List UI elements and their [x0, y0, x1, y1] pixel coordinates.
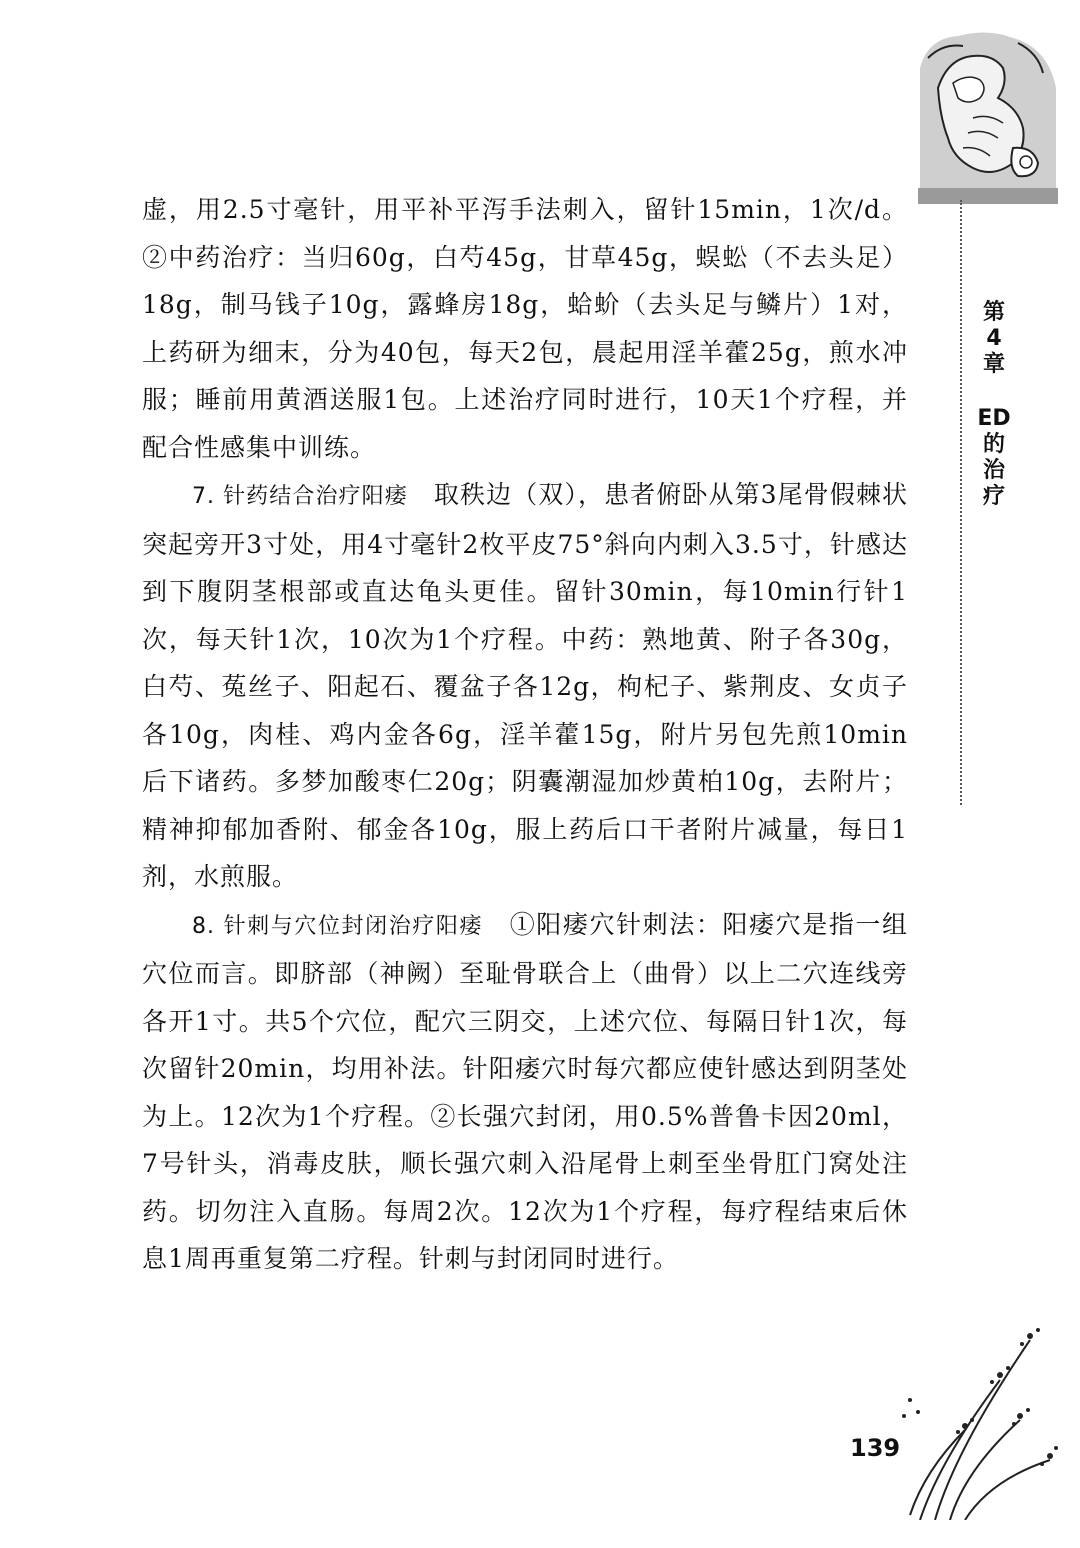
chapter-char-2: 4: [986, 326, 1002, 351]
paragraph-section-8: [142, 901, 908, 1283]
chapter-side-tab: [976, 300, 1012, 510]
footer-floral-illustration: [880, 1320, 1060, 1520]
body-text: [142, 186, 908, 1283]
paragraph-text: 取秩边（双），患者俯卧从第3尾骨假棘状突起旁开3寸处，用4寸毫针2枚平皮75°斜向内刺入3.5寸，针感达到下腹阴茎根部或直达龟头更佳。留针30min，每10min行针1次，每天针1次，10次为1个疗程。中药：熟地黄、附子各30g，白芍、菟丝子、阳起石、覆盆子各12g，枸杞子、紫荆皮、女贞子各10g，肉桂、鸡内金各6g，淫羊藿15g，附片另包先煎10min后下诸药。多梦加酸枣仁20g；阴囊潮湿加炒黄柏10g，去附片；精神抑郁加香附、郁金各10g，服上药后口干者附片减量，每日1剂，水煎服。: [142, 480, 908, 891]
topic-char-3: 治: [982, 458, 1005, 483]
section-heading: 8. 针刺与穴位封闭治疗阳痿: [192, 913, 484, 939]
paragraph-text: ①阳痿穴针刺法：阳痿穴是指一组穴位而言。即脐部（神阙）至耻骨联合上（曲骨）以上二穴连线旁各开1寸。共5个穴位，配穴三阴交，上述穴位、每隔日针1次，每次留针20min，均用补法。针阳痿穴时每穴都应使针感达到阴茎处为上。12次为1个疗程。②长强穴封闭，用0.5%普鲁卡因20ml，7号针头，消毒皮肤，顺长强穴刺入沿尾骨上刺至坐骨肛门窝处注药。切勿注入直肠。每周2次。12次为1个疗程，每疗程结束后休息1周再重复第二疗程。针刺与封闭同时进行。: [142, 909, 908, 1273]
topic-char-4: 疗: [982, 484, 1005, 509]
paragraph-continuation: [142, 186, 908, 471]
topic-char-1: ED: [977, 406, 1011, 431]
chapter-char-3: 章: [982, 352, 1005, 377]
margin-dotted-rule: [960, 200, 962, 805]
chapter-char-1: 第: [982, 300, 1005, 325]
header-figure-illustration: [918, 28, 1058, 204]
paragraph-section-7: [142, 471, 908, 901]
topic-char-2: 的: [982, 432, 1005, 457]
page-number: 139: [850, 1434, 901, 1462]
section-heading: 7. 针药结合治疗阳痿: [192, 484, 408, 509]
paragraph-text: 虚，用2.5寸毫针，用平补平泻手法刺入，留针15min，1次/d。②中药治疗：当归60g，白芍45g，甘草45g，蜈蚣（不去头足）18g，制马钱子10g，露蜂房18g，蛤蚧（去头足与鳞片）1对，上药研为细末，分为40包，每天2包，晨起用淫羊藿25g，煎水冲服；睡前用黄酒送服1包。上述治疗同时进行，10天1个疗程，并配合性感集中训练。: [142, 195, 908, 462]
